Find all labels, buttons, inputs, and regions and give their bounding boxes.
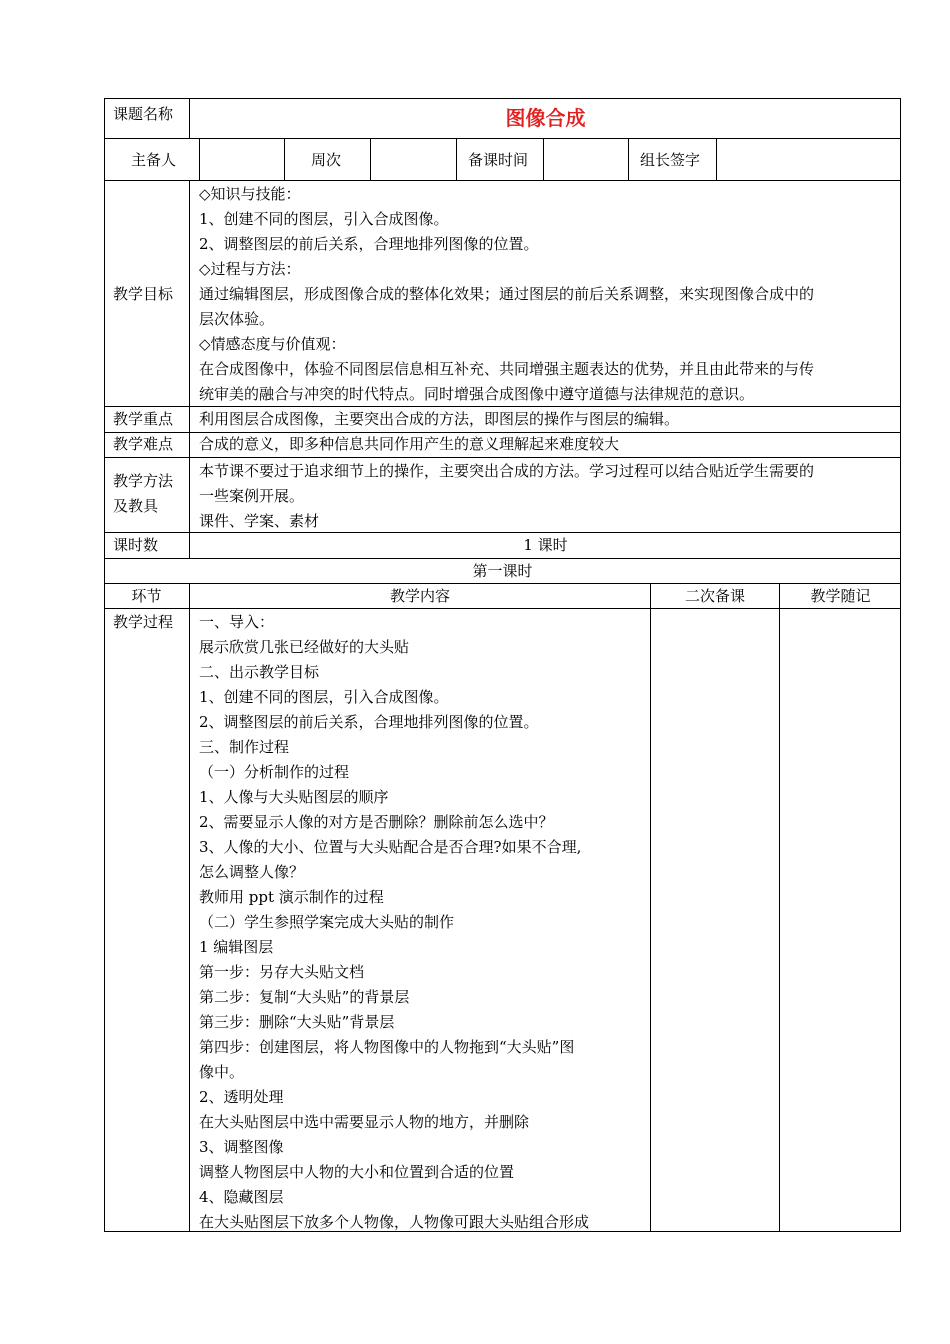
methods-line: 课件、学案、素材 <box>199 512 320 530</box>
col-divider <box>543 138 544 180</box>
process-line: 3、调整图像 <box>199 1138 284 1156</box>
difficulties-label: 教学难点 <box>113 435 174 453</box>
objective-line: 在合成图像中，体验不同图层信息相互补充、共同增强主题表达的优势，并且由此带来的与传 <box>199 360 815 378</box>
objective-line: ◇知识与技能： <box>199 185 301 203</box>
row-divider <box>104 457 901 458</box>
stage-label: 教学过程 <box>113 613 174 631</box>
process-line: （二）学生参照学案完成大头贴的制作 <box>199 913 455 931</box>
key-points-text: 利用图层合成图像，主要突出合成的方法，即图层的操作与图层的编辑。 <box>199 410 680 428</box>
col-divider <box>456 138 457 180</box>
process-line: 第一步：另存大头贴文档 <box>199 963 365 981</box>
objective-line: ◇过程与方法： <box>199 260 301 278</box>
topic-title: 图像合成 <box>505 106 586 130</box>
periods-label: 课时数 <box>113 536 159 554</box>
periods-value: 1 课时 <box>523 536 568 554</box>
process-line: 三、制作过程 <box>199 738 290 756</box>
col-divider <box>189 180 190 558</box>
process-line: 2、需要显示人像的对方是否删除？删除前怎么选中？ <box>199 813 554 831</box>
first-period-title: 第一课时 <box>472 562 533 580</box>
process-line: 一、导入： <box>199 613 275 631</box>
col-divider <box>199 138 200 180</box>
row-divider <box>104 180 901 181</box>
col-divider <box>189 583 190 1232</box>
header-notes: 教学随记 <box>810 587 871 605</box>
topic-label: 课题名称 <box>113 105 174 123</box>
process-line: 在大头贴图层下放多个人物像，人物像可跟大头贴组合形成 <box>199 1213 590 1231</box>
process-line: 1 编辑图层 <box>199 938 274 956</box>
objectives-label: 教学目标 <box>113 285 174 303</box>
objective-line: ◇情感态度与价值观： <box>199 335 346 353</box>
col-divider <box>370 138 371 180</box>
prep-time-label: 备课时间 <box>468 151 529 169</box>
header-content: 教学内容 <box>389 587 450 605</box>
objective-line: 1、创建不同的图层，引入合成图像。 <box>199 210 449 228</box>
process-content <box>199 610 589 1235</box>
process-line: 像中。 <box>199 1063 245 1081</box>
col-divider <box>284 138 285 180</box>
header-stage: 环节 <box>131 587 162 605</box>
row-divider <box>104 583 901 584</box>
process-line: 二、出示教学目标 <box>199 663 320 681</box>
methods-line: 一些案例开展。 <box>199 487 305 505</box>
objective-line: 层次体验。 <box>199 310 275 328</box>
preparer-label: 主备人 <box>131 151 177 169</box>
methods-label-2: 及教具 <box>113 497 159 515</box>
week-label: 周次 <box>311 151 342 169</box>
process-line: 展示欣赏几张已经做好的大头贴 <box>199 638 410 656</box>
process-line: 1、人像与大头贴图层的顺序 <box>199 788 389 806</box>
process-line: 2、调整图层的前后关系，合理地排列图像的位置。 <box>199 713 539 731</box>
process-line: 第四步：创建图层，将人物图像中的人物拖到“大头贴”图 <box>199 1038 575 1056</box>
key-points-label: 教学重点 <box>113 410 174 428</box>
col-divider <box>716 138 717 180</box>
col-divider <box>650 583 651 1232</box>
process-line: （一）分析制作的过程 <box>199 763 350 781</box>
methods-line: 本节课不要过于追求细节上的操作，主要突出合成的方法。学习过程可以结合贴近学生需要的 <box>199 462 815 480</box>
process-line: 教师用 ppt 演示制作的过程 <box>199 888 384 906</box>
process-line: 调整人物图层中人物的大小和位置到合适的位置 <box>199 1163 515 1181</box>
col-divider <box>779 583 780 1232</box>
objectives-content <box>199 182 814 407</box>
difficulties-text: 合成的意义，即多种信息共同作用产生的意义理解起来难度较大 <box>199 435 620 453</box>
process-line: 2、透明处理 <box>199 1088 284 1106</box>
col-divider <box>628 138 629 180</box>
objective-line: 统审美的融合与冲突的时代特点。同时增强合成图像中遵守道德与法律规范的意识。 <box>199 385 755 403</box>
row-divider <box>104 432 901 433</box>
objective-line: 2、调整图层的前后关系，合理地排列图像的位置。 <box>199 235 539 253</box>
process-line: 怎么调整人像？ <box>199 863 305 881</box>
methods-label: 教学方法 <box>113 472 174 490</box>
process-line: 第二步：复制“大头贴”的背景层 <box>199 988 410 1006</box>
process-line: 在大头贴图层中选中需要显示人物的地方，并删除 <box>199 1113 530 1131</box>
header-second-prep: 二次备课 <box>684 587 745 605</box>
leader-sign-label: 组长签字 <box>640 151 701 169</box>
process-line: 3、人像的大小、位置与大头贴配合是否合理?如果不合理, <box>199 838 582 856</box>
row-divider <box>104 138 901 139</box>
process-line: 4、隐藏图层 <box>199 1188 284 1206</box>
methods-content <box>199 459 814 534</box>
process-line: 1、创建不同的图层，引入合成图像。 <box>199 688 449 706</box>
row-divider <box>104 558 901 559</box>
process-line: 第三步：删除“大头贴”背景层 <box>199 1013 395 1031</box>
row-divider <box>104 608 901 609</box>
objective-line: 通过编辑图层，形成图像合成的整体化效果；通过图层的前后关系调整，来实现图像合成中的 <box>199 285 815 303</box>
